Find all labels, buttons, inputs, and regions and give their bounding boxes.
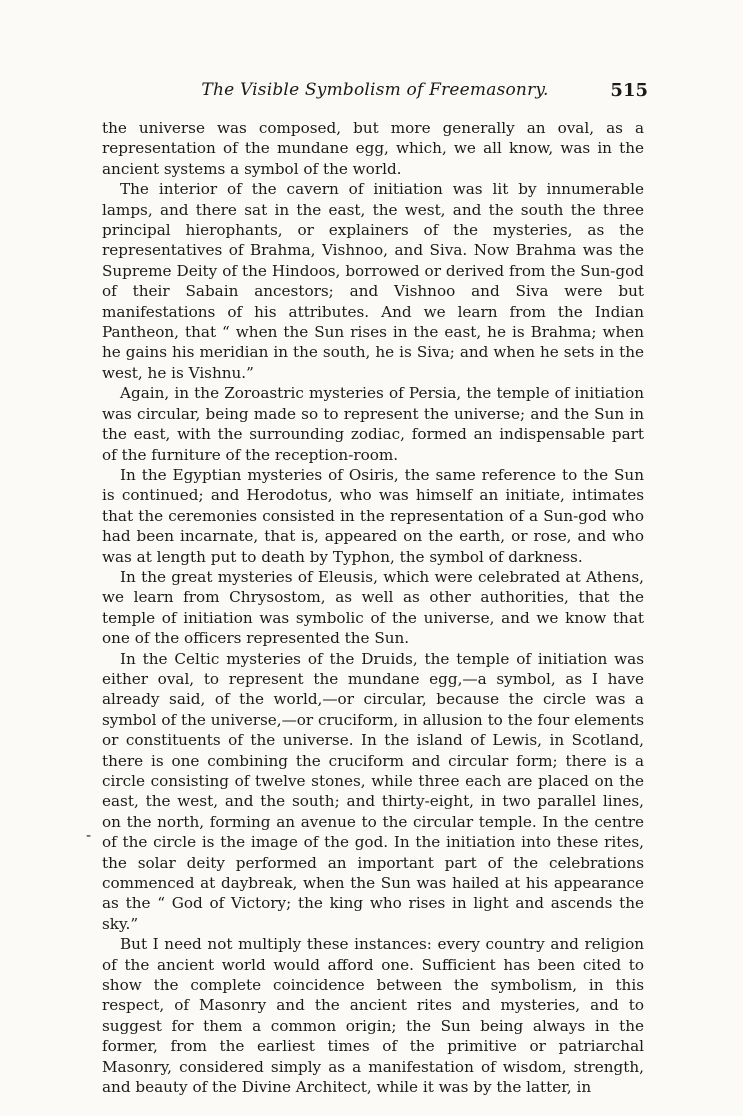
page-number: 515	[610, 80, 648, 101]
paragraph-celtic-mysteries: In the Celtic mysteries of the Druids, the temple of initiation was either oval, to represent the mundane egg,—a symbol, as I have already said, of the world,—or circular, because the circle was a symbol of the universe,—or cruciform, in allusion to the four elements or constituents of the universe. In the island of Lewis, in Scotland, there is one combining the cruciform and circular form; there is a circle consisting of twelve stones, while three each are placed on the east, the west, and the south; and thirty-eight, in two parallel lines, on the north, forming an avenue to the circular temple. In the centre of the circle is the image of the god. In the initiation into these rites, the solar deity performed an important part of the celebrations commenced at daybreak, when the Sun was hailed at his appearance as the “ God of Victory; the king who rises in light and ascends the sky.”	[102, 649, 644, 933]
page-header	[102, 80, 648, 106]
margin-mark: -	[86, 826, 92, 844]
paragraph-continued: the universe was composed, but more generally an oval, as a representation of the mundane egg, which, we all know, was in the ancient systems a symbol of the world.	[102, 119, 644, 178]
body-text	[102, 118, 644, 1098]
paragraph-zoroastric-mysteries: Again, in the Zoroastric mysteries of Persia, the temple of initiation was circular, being made so to represent the universe; and the Sun in the east, with the surrounding zodiac, formed an indispensable part of the furniture of the reception-room.	[102, 384, 644, 464]
paragraph-conclusion: But I need not multiply these instances: every country and religion of the ancient world would afford one. Sufficient has been cited to show the complete coincidence between the symbolism, in this respect, of Masonry and the ancient rites and mysteries, and to suggest for them a common origin; the Sun being always in the former, from the earliest times of the primitive or patriarchal Masonry, considered simply as a manifestation of wisdom, strength, and beauty of the Divine Architect, while it was by the latter, in	[102, 935, 644, 1097]
running-title: The Visible Symbolism of Freemasonry.	[201, 80, 549, 100]
paragraph-eleusis-mysteries: In the great mysteries of Eleusis, which were celebrated at Athens, we learn from Chrysostom, as well as other authorities, that the temple of initiation was symbolic of the universe, and we know that one of the officers represented the Sun.	[102, 567, 644, 648]
paragraph-egyptian-mysteries: In the Egyptian mysteries of Osiris, the same reference to the Sun is continued; and Herodotus, who was himself an initiate, intimates that the ceremonies consisted in the representation of a Sun-god who had been incarnate, that is, appeared on the earth, or rose, and who was at length put to death by Typhon, the symbol of darkness.	[102, 465, 644, 566]
paragraph-cavern-of-initiation: The interior of the cavern of initiation was lit by innumerable lamps, and there sat in the east, the west, and the south the three principal hierophants, or explainers of the mysteries, as the representatives of Brahma, Vishnoo, and Siva. Now Brahma was the Supreme Deity of the Hindoos, borrowed or derived from the Sun-god of their Sabain ancestors; and Vishnoo and Siva were but manifestations of his attributes. And we learn from the Indian Pantheon, that “ when the Sun rises in the east, he is Brahma; when he gains his meridian in the south, he is Siva; and when he sets in the west, he is Vishnu.”	[102, 180, 644, 382]
